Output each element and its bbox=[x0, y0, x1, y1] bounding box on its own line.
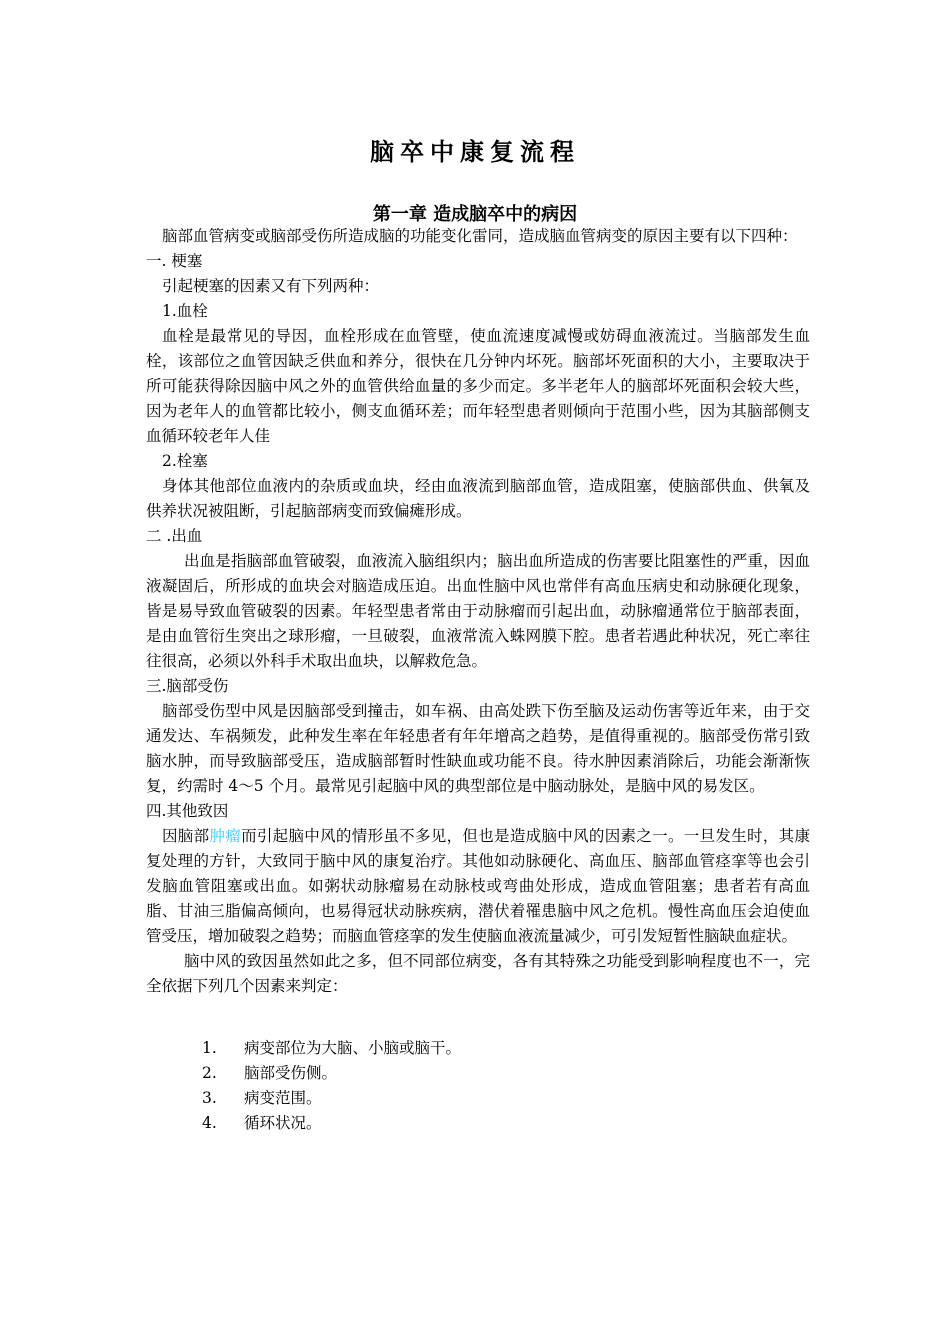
section-heading-hemorrhage: 二 .出血 bbox=[146, 527, 203, 545]
factors-intro-paragraph: 脑中风的致因虽然如此之多，但不同部位病变，各有其特殊之功能受到影响程度也不一，完全依据下列几个因素来判定： bbox=[146, 952, 810, 995]
intro-paragraph: 脑部血管病变或脑部受伤所造成脑的功能变化雷同，造成脑血管病变的原因主要有以下四种： bbox=[162, 227, 798, 245]
list-item-text: 病变部位为大脑、小脑或脑干。 bbox=[244, 1039, 462, 1057]
other-causes-text-rest: 而引起脑中风的情形虽不多见，但也是造成脑中风的因素之一。一旦发生时，其康复处理的方针，大致同于脑中风的康复治疗。其他如动脉硬化、高血压、脑部血管痉挛等也会引发脑血管阻塞或出血。如粥状动脉瘤易在动脉枝或弯曲处形成，造成血管阻塞；患者若有高血脂、甘油三脂偏高倾向，也易得冠状动脉疾病，潜伏着罹患脑中风之危机。慢性高血压会迫使血管受压，增加破裂之趋势；而脑血管痉挛的发生使脑血液流量减少，可引发短暂性脑缺血症状。 bbox=[146, 827, 810, 945]
section-heading-infarction: 一. 梗塞 bbox=[146, 252, 203, 270]
infarction-intro: 引起梗塞的因素又有下列两种： bbox=[162, 277, 380, 295]
other-causes-paragraph bbox=[146, 824, 810, 949]
spacer bbox=[146, 999, 810, 1024]
list-item-text: 脑部受伤侧。 bbox=[244, 1064, 338, 1082]
list-item-number: 3. bbox=[202, 1089, 217, 1107]
document-title: 脑卒中康复流程 bbox=[370, 138, 580, 166]
other-causes-text-start: 因脑部 bbox=[162, 827, 210, 845]
section-heading-other-causes: 四.其他致因 bbox=[146, 802, 229, 820]
list-item-text: 循环状况。 bbox=[244, 1114, 322, 1132]
embolism-paragraph: 身体其他部位血液内的杂质或血块，经由血液流到脑部血管，造成阻塞，使脑部供血、供氧及供养状况被阻断，引起脑部病变而致偏瘫形成。 bbox=[146, 477, 810, 520]
document-body bbox=[146, 224, 810, 1136]
chapter-title: 第一章 造成脑卒中的病因 bbox=[372, 204, 578, 225]
thrombus-paragraph: 血栓是最常见的导因，血栓形成在血管壁，使血流速度减慢或妨碍血液流过。当脑部发生血栓，该部位之血管因缺乏供血和养分，很快在几分钟内坏死。脑部坏死面积的大小，主要取决于所可能获得除因脑中风之外的血管供给血量的多少而定。多半老年人的脑部坏死面积会较大些，因为老年人的血管都比较小，侧支血循环差；而年轻型患者则倾向于范围小些，因为其脑部侧支血循环较老年人佳 bbox=[146, 327, 810, 445]
factors-list bbox=[146, 1036, 810, 1136]
section-heading-brain-injury: 三.脑部受伤 bbox=[146, 677, 229, 695]
list-item-number: 1. bbox=[202, 1039, 217, 1057]
list-item bbox=[146, 1111, 810, 1136]
brain-injury-paragraph: 脑部受伤型中风是因脑部受到撞击，如车祸、由高处跌下伤至脑及运动伤害等近年来，由于交通发达、车祸频发，此种发生率在年轻患者有年年增高之趋势，是值得重视的。脑部受伤常引致脑水肿，而导致脑部受压，造成脑部暂时性缺血或功能不良。待水肿因素消除后，功能会渐渐恢复，约需时 4～5 个月。最常见引起脑中风的典型部位是中脑动脉处，是脑中风的易发区。 bbox=[146, 702, 810, 795]
subheading-embolism: 2.栓塞 bbox=[162, 452, 208, 470]
list-item-text: 病变范围。 bbox=[244, 1089, 322, 1107]
list-item bbox=[146, 1061, 810, 1086]
tumor-highlight: 肿瘤 bbox=[209, 827, 242, 845]
list-item-number: 4. bbox=[202, 1114, 217, 1132]
hemorrhage-paragraph: 出血是指脑部血管破裂，血液流入脑组织内；脑出血所造成的伤害要比阻塞性的严重，因血液凝固后，所形成的血块会对脑造成压迫。出血性脑中风也常伴有高血压病史和动脉硬化现象，皆是易导致血管破裂的因素。年轻型患者常由于动脉瘤而引起出血，动脉瘤通常位于脑部表面，是由血管衍生突出之球形瘤，一旦破裂，血液常流入蛛网膜下腔。患者若遇此种状况，死亡率往往很高，必须以外科手术取出血块，以解救危急。 bbox=[146, 552, 810, 670]
subheading-thrombus: 1.血栓 bbox=[162, 302, 208, 320]
list-item bbox=[146, 1036, 810, 1061]
list-item bbox=[146, 1086, 810, 1111]
list-item-number: 2. bbox=[202, 1064, 217, 1082]
